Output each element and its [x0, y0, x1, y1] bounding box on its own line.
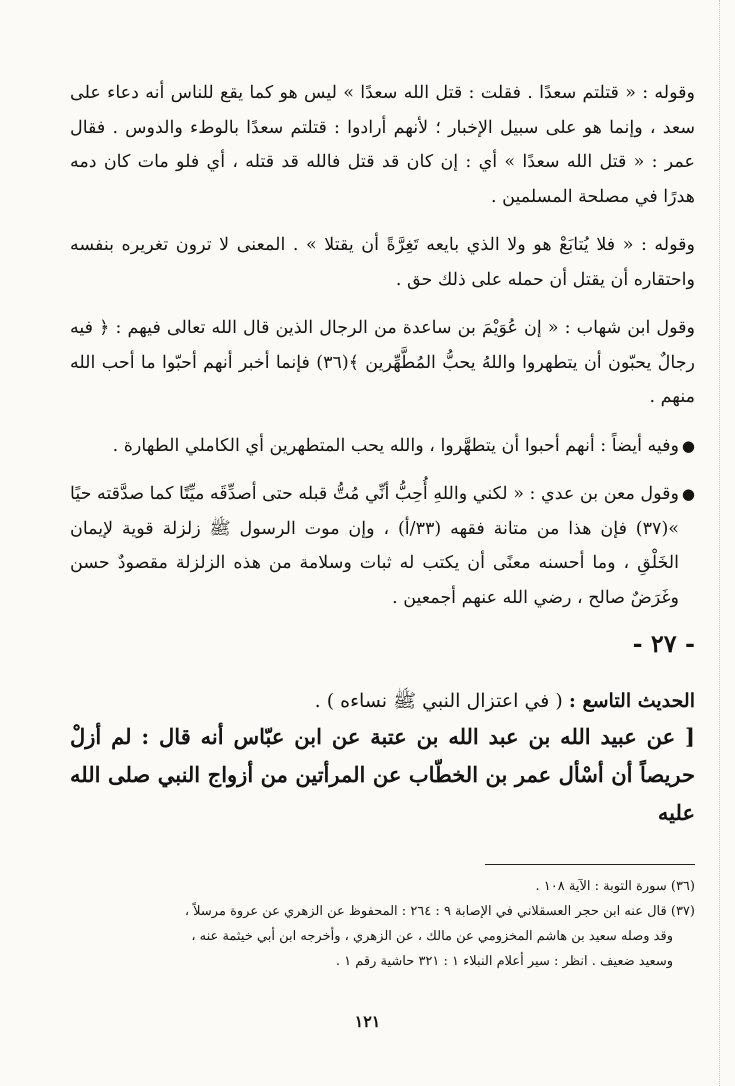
- bullet-paragraph-maan: [70, 477, 695, 615]
- footnote-separator: [485, 864, 695, 865]
- chapter-title: ( في اعتزال النبي ﷺ نساءه ) .: [314, 690, 563, 712]
- main-text: [70, 76, 695, 832]
- footnote-37-cont: وسعيد ضعيف . انظر : سير أعلام النبلاء ١ : ٣٢١ حاشية رقم ١ .: [335, 954, 673, 969]
- footnote-37: (٣٧) قال عنه ابن حجر العسقلاني في الإصابة ٩ : ٢٦٤ : المحفوظ عن الزهري عن عروة مرسلاً ،: [184, 904, 695, 919]
- footnotes: [70, 874, 695, 974]
- paragraph-ibn-shihab: وقول ابن شهاب : « إن عُوَيْمَ بن ساعدة من الرجال الذين قال الله تعالى فيهم : ﴿ فيه رجالٌ يحبّون أن يتطهروا واللهُ يحبُّ المُطَّهِّرين ﴾(٣٦) فإنما أخبر أنهم أحبّوا ما أحب الله منهم .: [70, 318, 695, 407]
- bullet-paragraph-tahara: [70, 429, 695, 464]
- bullet-dot-icon: ●: [681, 485, 695, 503]
- bullet-text: وقول معن بن عدي : « لكني واللهِ أُحِبُّ أنِّي مُتُّ قبله حتى أصدِّقَه ميِّتًا كما صدَّقته حيًا »(٣٧) فإن هذا من متانة فقهه (٣٣/أ) ، وإن موت الرسول ﷺ زلزلة قوية لإيمان الخَلْقِ ، وما أحسنه معنًى أن يكتب له ثبات وسلامة من هذه الزلزلة مقصودٌ حسن وغَرَضٌ صالح ، رضي الله عنهم أجمعين .: [70, 484, 679, 608]
- paragraph-bayaa: وقوله : « فلا يُتابَعْ هو ولا الذي بايعه تَغِرَّةً أن يقتلا » . المعنى لا ترون تغريره بنفسه واحتقاره أن يقتل أن حمله على ذلك حق .: [70, 235, 695, 290]
- page-edge-rule: [719, 0, 720, 1086]
- chapter-heading: [70, 684, 695, 718]
- bullet-text: وفيه أيضاً : أنهم أحبوا أن يتطهَّروا ، والله يحب المتطهرين أي الكاملي الطهارة .: [112, 435, 679, 456]
- hadith-number: - ٢٧ -: [632, 629, 695, 658]
- hadith-text: [ عن عبيد الله بن عبد الله بن عتبة عن ابن عبّاس أنه قال : لم أزلْ حريصاً أن أسْأل عمر بن الخطّاب عن المرأتين من أزواج النبي صلى الله عليه: [70, 724, 695, 825]
- bullet-dot-icon: ●: [681, 436, 695, 455]
- page-number: ١٢١: [354, 1012, 381, 1031]
- footnote-36: (٣٦) سورة التوبة : الآية ١٠٨ .: [535, 879, 695, 894]
- footnote-37-cont: وقد وصله سعيد بن هاشم المخزومي عن مالك ، عن الزهري ، وأخرجه ابن أبي خيثمة عنه ،: [191, 929, 673, 944]
- chapter-label: الحديث التاسع :: [568, 690, 695, 712]
- paragraph-saad: وقوله : « قتلتم سعدًا . فقلت : قتل الله سعدًا » ليس هو كما يقع للناس أنه دعاء على سعد ، وإنما هو على سبيل الإخبار ؛ لأنهم أرادوا : قتلتم سعدًا بالوطء والدوس . فقال عمر : « قتل الله سعدًا » أي : إن كان قد قتل فالله قد قتله ، أي فلو مات كان دمه هدرًا في مصلحة المسلمين .: [70, 83, 695, 207]
